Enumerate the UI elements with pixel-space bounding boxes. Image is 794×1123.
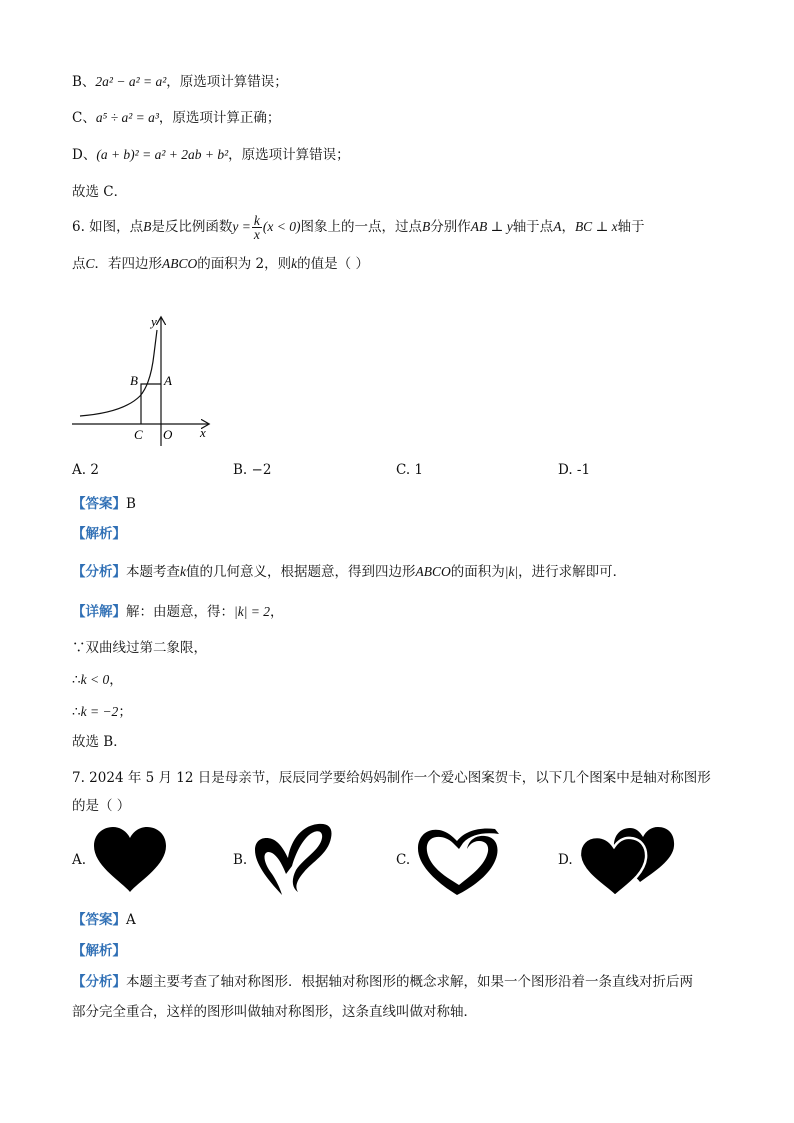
q7-option-a-label[interactable]: A. xyxy=(72,852,87,868)
q6-step3-math: k = −2 xyxy=(80,704,119,719)
q6-func-denominator: x xyxy=(253,227,260,242)
q5-c-formula: a⁵ ÷ a² = a³ xyxy=(95,110,159,125)
q5-d-formula: (a + b)² = a² + 2ab + b² xyxy=(96,147,229,162)
q6-func-numerator: k xyxy=(253,213,260,228)
q5-conclusion: 故选 C． xyxy=(72,184,128,200)
q6-analysis-tag xyxy=(72,524,126,544)
q6-k: k xyxy=(180,564,186,579)
label-b: B xyxy=(130,373,138,388)
q7-fenxi-line2: 部分完全重合，这样的图形叫做轴对称图形，这条直线叫做对称轴． xyxy=(72,1004,477,1020)
hyperbola-curve xyxy=(80,330,157,416)
q6-step3 xyxy=(72,702,132,722)
q6-text: 的值是（ ） xyxy=(297,256,369,272)
q5-option-d-line xyxy=(72,145,350,165)
q6-point-a: A xyxy=(553,219,562,234)
q6-text: 的面积为 2，则 xyxy=(197,256,292,272)
q6-perp-ab: AB ⊥ y xyxy=(470,219,513,234)
answer-value: B xyxy=(126,496,136,512)
answer-value: A xyxy=(126,912,136,928)
q7-heart-b-image[interactable] xyxy=(252,822,334,898)
q5-option-c-line xyxy=(72,108,280,128)
therefore-symbol: ∴ xyxy=(72,704,81,720)
q6-graph-figure xyxy=(66,310,216,450)
fenxi-tag: 【分析】 xyxy=(72,564,126,580)
q7-option-d-label[interactable]: D. xyxy=(558,852,573,868)
q6-perp-bc: BC ⊥ x xyxy=(574,219,618,234)
q5-d-prefix: D、 xyxy=(72,147,97,163)
q5-b-suffix: ，原选项计算错误； xyxy=(166,74,288,90)
q6-step2-math: k < 0 xyxy=(80,672,110,687)
label-y: y xyxy=(151,314,157,329)
q6-fenxi-line xyxy=(72,562,626,582)
q7-fenxi-text: 本题主要考查了轴对称图形．根据轴对称图形的概念求解，如果一个图形沿着一条直线对折后两 xyxy=(126,974,693,990)
q6-option-c[interactable]: C. 1 xyxy=(396,462,424,478)
q6-text: 图象上的一点，过点 xyxy=(300,219,422,235)
q6-point-b: B xyxy=(143,219,152,234)
q6-text: ； xyxy=(118,704,132,720)
q5-option-b-line xyxy=(72,72,288,92)
q6-stem-line2 xyxy=(72,254,369,274)
q6-conclusion: 故选 B． xyxy=(72,734,127,750)
q6-point-b: B xyxy=(422,219,431,234)
fenxi-tag: 【分析】 xyxy=(72,974,126,990)
q7-heart-d-image[interactable] xyxy=(578,824,678,898)
q6-text: ， xyxy=(561,219,575,235)
q6-text: 值的几何意义，根据题意，得到四边形 xyxy=(186,564,416,580)
label-a: A xyxy=(164,373,172,388)
analysis-tag: 【解析】 xyxy=(72,943,126,959)
q7-heart-a-image[interactable] xyxy=(92,826,168,894)
q6-text: ．若四边形 xyxy=(94,256,163,272)
q6-point-c: C xyxy=(85,256,95,271)
q6-option-d[interactable]: D. -1 xyxy=(558,462,591,478)
detail-tag: 【详解】 xyxy=(72,604,126,620)
q6-func-condition: (x < 0) xyxy=(262,219,301,234)
label-c: C xyxy=(134,427,143,442)
q6-text: ， xyxy=(270,604,284,620)
q7-option-b-label[interactable]: B. xyxy=(233,852,248,868)
q6-text: 6. 如图，点 xyxy=(72,219,144,235)
q6-text: 轴于 xyxy=(617,219,645,235)
q6-text: 本题考查 xyxy=(126,564,180,580)
q6-detail-line xyxy=(72,602,284,622)
q6-abs-k: |k| xyxy=(504,564,519,579)
q5-b-prefix: B、 xyxy=(72,74,96,90)
q7-answer-line xyxy=(72,910,136,930)
q5-c-prefix: C、 xyxy=(72,110,96,126)
q6-text: 是反比例函数 xyxy=(151,219,233,235)
q6-text: ，进行求解即可． xyxy=(518,564,627,580)
q6-option-a[interactable]: A. 2 xyxy=(72,462,99,478)
q5-d-suffix: ，原选项计算错误； xyxy=(228,147,350,163)
q6-step1: ∵双曲线过第二象限， xyxy=(72,640,207,656)
q6-text: ， xyxy=(109,672,123,688)
q7-stem-line1: 7. 2024 年 5 月 12 日是母亲节，辰辰同学要给妈妈制作一个爱心图案贺卡，以下几个图案中是轴对称图形 xyxy=(72,770,711,786)
analysis-tag: 【解析】 xyxy=(72,526,126,542)
q6-detail-equation: |k| = 2 xyxy=(234,604,271,619)
q6-k: k xyxy=(291,256,298,271)
q6-text: 的面积为 xyxy=(450,564,505,580)
q6-quad-abco: ABCO xyxy=(415,564,451,579)
q7-analysis-tag xyxy=(72,941,126,961)
q6-text: 轴于点 xyxy=(512,219,554,235)
q6-func-fraction xyxy=(252,214,262,241)
q6-text: 分别作 xyxy=(430,219,471,235)
q6-step2 xyxy=(72,670,123,690)
q6-quad-abco: ABCO xyxy=(162,256,198,271)
q6-stem-line1 xyxy=(72,212,645,242)
q6-option-b[interactable]: B. −2 xyxy=(233,462,272,478)
q6-text: 解：由题意，得： xyxy=(126,604,234,620)
answer-tag: 【答案】 xyxy=(72,912,126,928)
q6-text: 点 xyxy=(72,256,86,272)
q7-stem-line2: 的是（ ） xyxy=(72,798,131,814)
q5-b-formula: 2a² − a² = a² xyxy=(95,74,167,89)
answer-tag: 【答案】 xyxy=(72,496,126,512)
therefore-symbol: ∴ xyxy=(72,672,81,688)
q7-option-c-label[interactable]: C. xyxy=(396,852,411,868)
label-x: x xyxy=(200,425,206,440)
q5-c-suffix: ，原选项计算正确； xyxy=(158,110,281,126)
q7-fenxi-line1 xyxy=(72,972,693,992)
q6-func-lhs: y = xyxy=(232,219,251,234)
q6-answer-line xyxy=(72,494,136,514)
label-o: O xyxy=(163,427,173,442)
q7-heart-c-image[interactable] xyxy=(415,825,501,897)
